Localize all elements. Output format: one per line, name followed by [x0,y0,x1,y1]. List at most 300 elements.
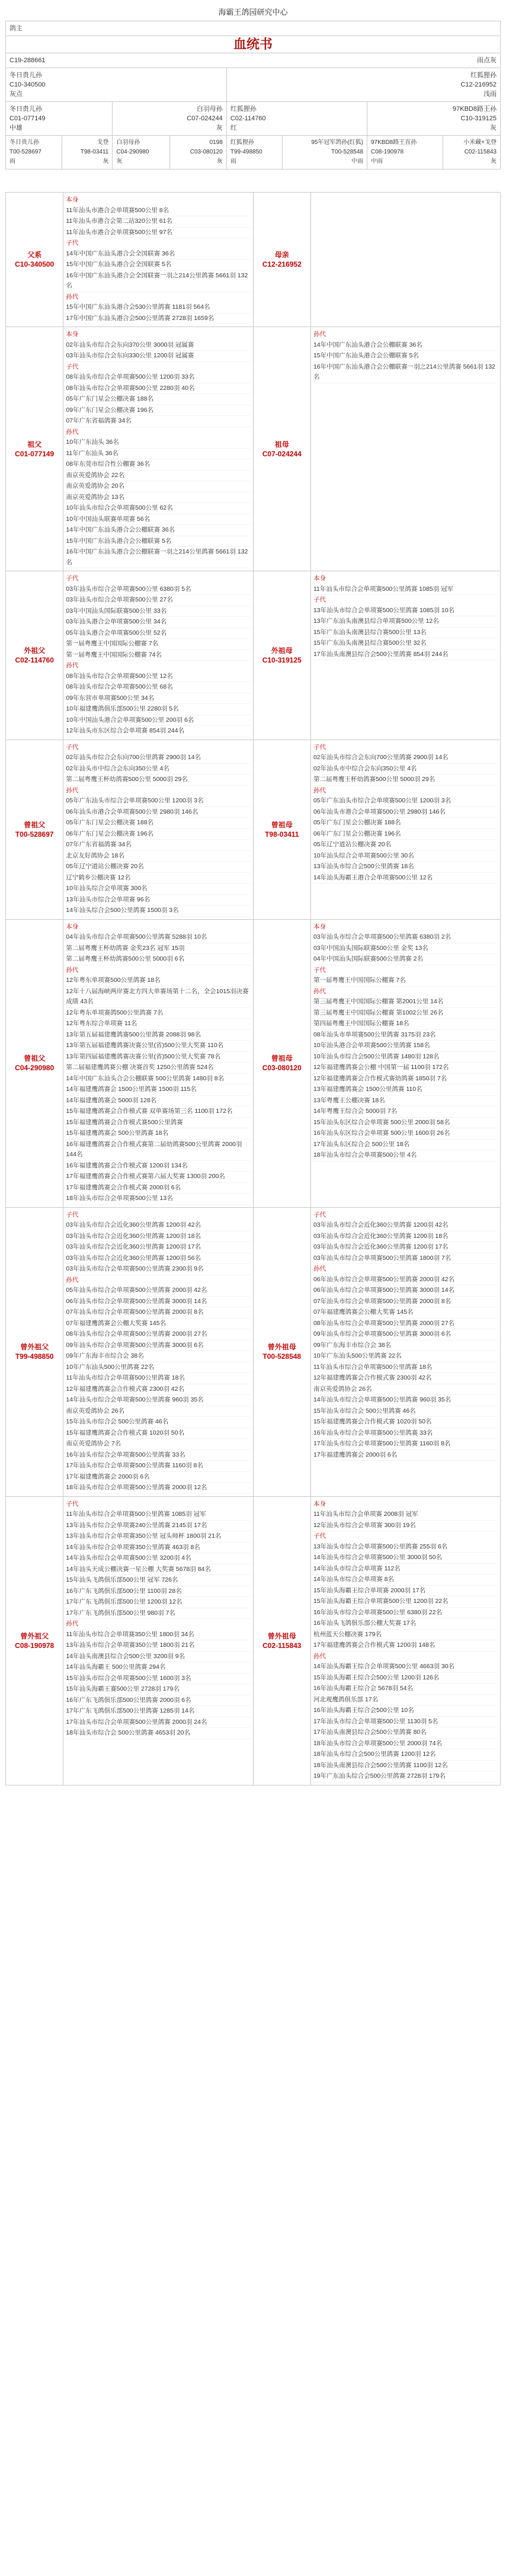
grandparent-color: 灰 [216,124,223,132]
achievement-line: 17年中国广东汕头港合会500公里鸽赛 2728羽 1659名 [66,313,250,325]
achievement-line: 08年汕头市综合会单项赛500公里 12名 [66,671,250,683]
grandparent-ring: C02-114760 [230,115,266,122]
ancestor-ring: C02-114760 [15,655,54,664]
achievement-line: 16年福建鹰鸽赛会合作模式赛 1200羽 134名 [66,1161,250,1172]
achievement-line: 第四届粤鹰王中国国际公棚赛 18名 [313,1019,498,1030]
achievement-line: 10年广东汕头500公里鸽赛 22名 [313,1351,498,1362]
achievement-line: 16年广东飞鸽俱乐部500公里鸽赛 2000羽 6名 [66,1695,250,1707]
ancestor-name-cell [6,919,63,1207]
achievement-line: 05年辽宁道站公棚决赛 20名 [313,840,498,851]
grandparent-color: 中雄 [9,124,23,132]
achievement-line: 北京友好鸽协会 18名 [66,851,250,862]
achievement-line: 03年汕头市综合会近化360公里鸽赛 1200羽 42名 [313,1220,498,1231]
achievement-line: 第二届福建鹰鸽赛公棚 决赛首奖 1250公里鸽赛 524名 [66,1063,250,1074]
achievement-line: 15年汕头市综合会 500公里鸽赛 46名 [313,1406,498,1417]
achievement-list [63,1496,253,1785]
achievement-line: 17年汕头市综合会单项赛500公里鸽赛 1160羽 8名 [66,1461,250,1472]
achievement-line: 07年汕头市综合会单项赛500公里鸽赛 2000羽 8名 [66,1307,250,1319]
achievement-line: 05年汕头港合会单项赛500公里 52名 [66,628,250,639]
section-heading: 子代 [313,1532,326,1540]
achievement-line: 12年福建鹰鸽赛会合作模式赛 2300羽 42名 [313,1373,498,1384]
gg-ring: C02-115843 [464,149,497,155]
achievement-line: 03年汕头市综合会近化360公里鸽赛 1200羽 17名 [66,1242,250,1253]
ancestor-name-cell [6,327,63,571]
achievement-line: 14年汕头天成公棚决赛一星公棚 大奖赛 5678羽 84名 [66,1564,250,1576]
grandparent-name: 97KBD8路王孙 [453,105,497,113]
achievement-line: 03年汕头市综合会近化360公里鸽赛 1200羽 17名 [313,1242,498,1253]
lineage-row [6,193,501,327]
ancestor-ring: C01-077149 [15,449,55,458]
achievement-line: 17年汕头市综合会单项赛500公里鸽赛 1160羽 8名 [313,1439,498,1450]
achievement-line: 15年福建鹰鸽赛会 500公里鸽赛 18名 [66,1128,250,1140]
achievement-line: 03年汕头市综合会近化360公里鸽赛 1200羽 56名 [66,1253,250,1265]
achievement-line: 05年广东门星会公棚决赛 188名 [66,818,250,829]
achievement-line: 16年中国广东汕头港合会公棚联赛一羽之214公里鸽赛 5661羽 132名 [313,362,498,383]
achievement-line: 14年中国广东汕头港合会公棚联赛 36名 [66,525,250,536]
achievement-line: 11年汕头市综合会单项赛500公里鸽赛 1085羽 冠军 [66,1509,250,1521]
grandparent-ring: C07-024244 [187,115,223,122]
achievement-line: 南京英爱鸽协会 20名 [66,481,250,492]
achievement-line: 11年汕头市综合会单项赛500公里鸽赛 18名 [66,1373,250,1384]
achievement-line: 05年广东门星会公棚决赛 188名 [313,818,498,829]
gg-ring: T99-498850 [230,149,262,155]
lineage-row [6,919,501,1207]
great-grandparent-cell [6,136,62,169]
achievement-line: 12年汕头市综合会单项赛 300羽 19名 [313,1521,498,1532]
achievement-line: 03年中国汕头国际联赛500公里 33名 [66,606,250,617]
gg-ring: C08-190978 [370,149,404,155]
achievement-line: 15年汕头海霸王综合单项赛500公里 1200羽 22名 [313,1596,498,1608]
great-grandparent-cell [169,136,226,169]
achievement-line: 03年汕头市综合会单项赛500公里鸽赛 2300羽 9名 [66,1264,250,1275]
achievement-line: 06年汕头市港合会单项赛500公里 2980羽 146名 [313,807,498,818]
achievement-line: 14年汕头海霸王港合会单项赛500公里 12名 [313,873,498,884]
achievement-line: 17年广东飞鸽俱乐部500公里 980羽 7名 [66,1608,250,1620]
achievement-line: 11年汕头市港合会第二站320公里 61名 [66,216,250,228]
achievement-line: 02年汕头市中综合会东向350公里 4名 [66,764,250,775]
achievement-line: 12年粤东单项赛鸽500公里鸽赛 7名 [66,1008,250,1019]
grandparent-cell [226,102,367,136]
achievement-line: 14年汕头海霸王 500公里鸽赛 294名 [66,1662,250,1673]
achievement-line: 03年汕头市综合会近化360公里鸽赛 1200羽 18名 [66,1231,250,1243]
ancestor-name-cell [6,1496,63,1785]
achievement-line: 15年汕头市综合会 500公里鸽赛 46名 [66,1417,250,1428]
father-ring: C10-340500 [9,81,46,88]
achievement-line: 06年汕头市综合会单项赛500公里鸽赛 3000羽 14名 [66,1297,250,1308]
achievement-list [63,327,253,571]
lineage-row [6,327,501,571]
ancestor-role: 曾祖父 [24,1054,46,1063]
gg-name: 97KBD8路王直孙 [370,139,417,146]
achievement-line: 11年汕头市综合会单项赛 2008羽 冠军 [313,1509,498,1521]
section-heading: 孙代 [66,966,79,974]
achievement-line: 11年汕头市港合会单项赛500公里 8名 [66,206,250,217]
achievement-list [63,1207,253,1496]
section-heading: 子代 [66,1211,79,1218]
achievement-line: 13年粤鹰王公棚决赛 18名 [313,1096,498,1107]
achievement-line: 13年第五届福建鹰鸽赛500公里鸽赛 2088羽 98名 [66,1030,250,1041]
section-heading: 本身 [66,923,79,930]
achievement-line: 11年汕头市港合会单项赛500公里 97名 [66,228,250,239]
achievement-line: 12年粤东单项赛500公里鸽赛 18名 [66,975,250,987]
achievement-line: 15年福建鹰鸽赛会合作模式赛500公里鸽赛 [66,1118,250,1129]
section-heading: 子代 [66,239,79,247]
achievement-line: 10年广东汕头500公里鸽赛 22名 [66,1362,250,1374]
section-heading: 子代 [313,743,326,751]
ancestor-role: 曾外祖父 [20,1343,49,1351]
achievement-line: 第一届粤鹰王中国国际公棚赛 74名 [66,650,250,661]
ancestor-role: 祖母 [274,440,289,449]
achievement-line: 15年中国广东汕头港合会530公里鸽赛 1181羽 564名 [66,302,250,313]
ancestor-name-cell [253,1496,310,1785]
section-heading: 子代 [313,1211,326,1218]
achievement-line: 02年汕头市中综合会东向350公里 4名 [313,764,498,775]
achievement-line: 13年广东汕头南澳县综合单项赛500公里 12名 [313,616,498,628]
achievement-line: 16年中国广东汕头港合会全国联赛一羽之214公里鸽赛 5661羽 132名 [66,271,250,292]
achievement-line: 15年汕头飞鸽俱乐部500公里 冠军 726名 [66,1575,250,1586]
achievement-line: 13年汕头市综合会单项赛500公里鸽赛 255羽 6名 [313,1542,498,1553]
achievement-line: 09年广东海丰市综合会 38名 [313,1340,498,1352]
achievement-line: 15年福建鹰鸽赛会合作模式赛 双单赛场第三名 1100羽 172名 [66,1106,250,1118]
achievement-line: 07年福建鹰鸽赛会公棚大奖赛 145名 [313,1307,498,1319]
achievement-line: 07年广东省福鸽赛 34名 [66,840,250,851]
achievement-line: 10年汕头市综合会单项赛500公里 62名 [66,503,250,514]
ancestor-role: 曾祖母 [271,1054,293,1063]
grandparent-cell [367,102,500,136]
lineage-records-table [5,192,501,1785]
achievement-line: 17年广东飞鸽俱乐部500公里 1200羽 12名 [66,1597,250,1608]
achievement-line: 15年汕头海霸王赛500公里 2728羽 179名 [66,1684,250,1695]
ancestor-ring: C08-190978 [15,1641,55,1650]
ancestor-role: 曾外祖母 [267,1631,296,1640]
ancestor-ring: T99-498850 [15,1352,54,1361]
achievement-line: 第一届粤鹰王中国国际公棚赛 7名 [313,975,498,987]
ancestor-name-cell [253,919,310,1207]
achievement-line: 河北观鹰鸽俱乐部 17名 [313,1695,498,1706]
achievement-line: 杭州蓝天公棚决赛 179名 [313,1630,498,1641]
ancestor-ring: C10-340500 [15,260,55,268]
achievement-line: 14年福建鹰鸽赛会 1500公里鸽赛 1500羽 115名 [66,1084,250,1096]
achievement-line: 08年汕头市综合会单项赛500公里 2280羽 40名 [66,383,250,395]
achievement-list [310,740,500,919]
achievement-line: 09年东营市单项赛500公里 34名 [66,693,250,705]
achievement-line: 05年汕头市综合会单项赛500公里鸽赛 2000羽 42名 [66,1285,250,1297]
achievement-line: 南京英爱鸽协会 26名 [66,1406,250,1417]
mother-cell [226,68,500,102]
gg-ring: C04-290980 [116,149,149,155]
section-heading: 子代 [313,596,326,603]
achievement-line: 18年汕头市综合会单项赛500公里 13名 [66,1193,250,1205]
achievement-list [63,740,253,919]
achievement-line: 第二届粤鹰王杯幼鸽赛500公里 5000羽 29名 [313,775,498,786]
achievement-line: 10年汕头综合会单项赛 300名 [66,884,250,895]
main-ring: C19-288661 [9,57,46,64]
section-heading: 本身 [313,923,326,930]
section-heading: 子代 [66,575,79,582]
lineage-row [6,571,501,740]
achievement-line: 16年汕头海霸王综合会 5678羽 54名 [313,1684,498,1695]
section-heading: 孙代 [66,428,79,436]
achievement-line: 17年福建鹰鸽赛会合作模式赛 1200羽 148名 [313,1640,498,1652]
gg-name: 小米藏+戈登 [463,139,497,146]
section-heading: 子代 [66,1500,79,1508]
achievement-line: 15年汕头海霸王综合会500公里 1200羽 126名 [313,1673,498,1684]
gg-name: 冬日贵儿孙 [9,139,39,146]
achievement-line: 16年广东飞鸽俱乐部500公里 1100羽 28名 [66,1586,250,1598]
ancestor-name-cell [6,571,63,740]
achievement-line: 09年广东门星会公棚决赛 196名 [66,405,250,417]
section-heading: 本身 [313,1500,326,1508]
gg-name: 戈登 [97,139,109,146]
great-grandparent-cell [62,136,113,169]
achievement-line: 02年汕头市综合会东向700公里鸽赛 2900羽 14名 [66,753,250,764]
achievement-line: 13年第五届福建鹰鸽赛决赛公里(省)500公里大奖赛 110名 [66,1041,250,1052]
ancestor-role: 曾祖母 [271,820,293,829]
achievement-line: 03年汕头市综合会近化360公里鸽赛 1200羽 18名 [313,1231,498,1243]
achievement-line: 11年广东汕头 36名 [66,449,250,460]
ancestor-name-cell [6,193,63,327]
achievement-line: 14年汕头市综合会单项赛500公里鸽赛 960羽 35名 [313,1395,498,1406]
achievement-line: 09年汕头市综合会单项赛500公里鸽赛 3000羽 6名 [66,1340,250,1352]
achievement-line: 14年汕头市综合会单项赛 8名 [313,1575,498,1586]
achievement-line: 12年福建鹰鸽赛会合作模式赛幼鸽赛 1850羽 7名 [313,1074,498,1085]
section-heading: 子代 [66,743,79,751]
ancestor-name-cell [253,1207,310,1496]
achievement-line: 05年广东门星会公棚决赛 188名 [66,394,250,405]
achievement-line: 第二届粤鹰王杯幼鸽赛500公里 5000羽 29名 [66,775,250,786]
achievement-line: 08年汕头市综合会单项赛500公里鸽赛 2000羽 27名 [66,1329,250,1340]
section-heading: 孙代 [66,662,79,669]
grandparent-cell [6,102,113,136]
achievement-line: 15年广东汕头南澳县综合赛500公里 32名 [313,638,498,649]
gg-color: 灰 [491,158,497,165]
achievement-line: 第二届粤鹰王杯幼鸽赛 金奖23名 冠军 15羽 [66,943,250,955]
owner-row [6,21,501,36]
achievement-line: 06年汕头市港合会单项赛500公里 2980羽 146名 [66,807,250,818]
achievement-line: 08年汕头市综合会单项赛500公里 68名 [66,682,250,693]
achievement-line: 18年汕头市综合会单项赛500公里鸽赛 2000羽 12名 [66,1483,250,1494]
achievement-line: 18年汕头市综合会 500公里鸽赛 4653羽 20名 [66,1728,250,1739]
achievement-line: 10年汕头综合会单项赛500公里 30名 [313,851,498,862]
achievement-line: 17年广东飞鸽俱乐部500公里鸽赛 1285羽 14名 [66,1706,250,1717]
pedigree-header-table [5,21,501,169]
grandparent-name: 冬日贵儿孙 [9,105,42,113]
achievement-line: 南京英爱鸽协会 13名 [66,492,250,504]
gg-name: 0198 [209,139,223,146]
section-heading: 孙代 [66,786,79,794]
achievement-line: 18年汕头市综合会500公里鸽赛 1200羽 12名 [313,1749,498,1761]
section-heading: 子代 [66,363,79,370]
ancestor-role: 祖父 [27,440,42,449]
achievement-line: 14年中国广东汕头港合会公棚联赛 36名 [313,340,498,351]
ancestor-ring: C10-319125 [262,655,302,664]
section-heading: 孙代 [66,1620,79,1627]
achievement-line: 14年粤鹰王综合会 5000羽 7名 [313,1106,498,1118]
achievement-line: 17年福建鹰鸽赛会 2000羽 6名 [66,1472,250,1483]
ancestor-ring: C12-216952 [262,260,302,268]
achievement-line: 19年广东汕头综合会500公里鸽赛 2728羽 179名 [313,1771,498,1783]
great-grandparent-cell [113,136,169,169]
section-heading: 本身 [66,331,79,338]
ancestor-name-cell [253,193,310,327]
achievement-line: 14年汕头海霸王综合会单项赛500公里 4663羽 30名 [313,1662,498,1673]
achievement-line: 03年汕头市综合会近化360公里鸽赛 1200羽 42名 [66,1220,250,1231]
gg-ring: C03-080120 [190,149,223,155]
lineage-row [6,1207,501,1496]
achievement-line: 15年中国广东汕头港合会公棚联赛 5名 [313,351,498,362]
section-heading: 子代 [313,966,326,974]
gg-color: 灰 [216,158,223,165]
achievement-line: 16年福建鹰鸽赛会合作模式赛第二届幼鸽赛500公里鸽赛 2000羽 144名 [66,1140,250,1161]
gg-color: 中雨 [370,158,383,165]
achievement-line: 14年汕头南澳县综合会500公里 3200羽 9名 [66,1652,250,1663]
section-heading: 孙代 [313,786,326,794]
gg-color: 灰 [116,158,123,165]
achievement-line: 12年福建鹰鸽赛会公棚 中国第一届 1100羽 172名 [313,1063,498,1074]
section-heading: 孙代 [66,1276,79,1284]
lineage-row [6,1496,501,1785]
achievement-line: 08年东莞市综合性公棚赛 36名 [66,459,250,471]
achievement-line: 06年广东门星会公棚决赛 196名 [66,829,250,840]
achievement-line: 17年汕头南澳县综合会500公里鸽赛 80名 [313,1727,498,1739]
achievement-line: 第三届粤鹰王中国国际公棚赛 第2001公里 14名 [313,997,498,1008]
achievement-list [310,1496,500,1785]
achievement-line: 02年汕头市综合会东向700公里鸽赛 2900羽 14名 [313,753,498,764]
achievement-line: 02年汕头市综合会东向370公里 3000羽 冠属赛 [66,340,250,351]
achievement-line: 17年福建鹰鸽赛会合作模式赛 2000羽 6名 [66,1183,250,1194]
section-heading: 孙代 [313,1265,326,1272]
achievement-line: 13年汕头市综合会单项赛240公里鸽赛 2145羽 17名 [66,1521,250,1532]
gg-name: 95年冠军鸽孙(红狐) [311,139,363,146]
achievement-line: 14年中国广东汕头港合会全国联赛 36名 [66,249,250,260]
achievement-line: 04年中国汕头国际联赛500公里鸽赛 2名 [313,954,498,965]
achievement-line: 13年汕头市综合会500公里鸽赛 18名 [313,862,498,873]
gg-name: 红狐狸孙 [230,139,254,146]
mother-ring: C12-216952 [460,81,497,88]
achievement-line: 08年汕头市综合会单项赛500公里鸽赛 2000羽 27名 [313,1319,498,1330]
grandparent-cell [113,102,226,136]
achievement-list [63,571,253,740]
gg-ring: T00-528697 [9,149,41,155]
achievement-line: 15年中国广东汕头港合会公棚联赛 5名 [66,536,250,548]
gg-color: 雨 [9,158,15,165]
achievement-line: 第二届粤鹰王杯幼鸽赛500公里 5000羽 6名 [66,954,250,965]
grandparent-color: 灰 [490,124,497,132]
ancestor-role: 曾祖父 [24,820,46,829]
achievement-line: 03年汕头市综合会单项赛500公里 27名 [66,595,250,606]
doc-title: 血统书 [6,36,501,53]
achievement-list [310,193,500,327]
achievement-list [310,919,500,1207]
achievement-line: 14年中国广东汕头合会公棚联赛 500公里鸽赛 1480羽 8名 [66,1074,250,1085]
main-bird-row [6,53,501,68]
ancestor-ring: T98-03411 [265,830,299,839]
achievement-line: 17年汕头市综合会单项赛500公里 1130羽 5名 [313,1717,498,1728]
achievement-line: 14年汕头市综合会单项赛500公里 3000羽 50名 [313,1553,498,1564]
achievement-line: 12年汕头市东区综合会单项赛 854羽 244名 [66,726,250,737]
achievement-line: 16年汕头市综合会单项赛500公里鸽赛 33名 [313,1428,498,1439]
achievement-line: 07年福建鹰鸽赛会公棚大奖赛 145名 [66,1319,250,1330]
lineage-row [6,740,501,919]
achievement-line: 16年汕头市综合会单项赛500公里鸽赛 33名 [66,1450,250,1461]
section-heading: 孙代 [313,331,326,338]
section-heading: 孙代 [66,293,79,300]
achievement-line: 14年汕头市综合会单项赛500公里鸽赛 960羽 35名 [66,1395,250,1406]
ancestor-role: 曾外祖父 [20,1631,49,1640]
achievement-list [310,571,500,740]
achievement-line: 03年汕头市综合会单项赛500公里鸽赛 6380羽 2名 [313,932,498,943]
gg-color: 雨 [230,158,236,165]
section-heading: 孙代 [313,987,326,995]
achievement-line: 14年汕头市综合会单项赛500公里 3200羽 4名 [66,1553,250,1564]
achievement-line: 07年广东省福鸽赛 34名 [66,416,250,427]
achievement-line: 06年汕头市综合会单项赛500公里鸽赛 2000羽 42名 [313,1275,498,1286]
gg-ring: T00-528548 [331,149,363,155]
achievement-line: 03年汕头市综合会东向330公里 1200羽 冠属赛 [66,351,250,362]
gg-color: 中雨 [351,158,363,165]
achievement-line: 14年汕头市综合会单项赛 112名 [313,1564,498,1575]
main-color: 雨点灰 [477,57,497,64]
achievement-line: 05年广东汕头市综合会单项赛500公里 1200羽 3名 [313,796,498,807]
ancestor-ring: C04-290980 [15,1064,55,1072]
achievement-line: 15年汕头海霸王综合单项赛 2000羽 17名 [313,1586,498,1597]
pedigree-page [5,0,501,1785]
section-heading: 孙代 [313,1652,326,1660]
great-grandparent-cell [226,136,283,169]
father-cell [6,68,227,102]
achievement-line: 15年广东汕头南澳县综合赛500公里 13名 [313,628,498,639]
gg-name: 白羽母孙 [116,139,140,146]
achievement-line: 13年汕头市综合会单项赛350公里 1800羽 21名 [66,1640,250,1652]
achievement-line: 15年福建鹰鸽赛会合作模式赛 1020羽 50名 [313,1417,498,1428]
achievement-line: 15年汕头东区综合会单项赛 500公里 2000羽 58名 [313,1118,498,1129]
achievement-line: 16年中国广东汕头港合会公棚联赛一羽之214公里鸽赛 5661羽 132名 [66,547,250,568]
achievement-line: 12年福建鹰鸽赛会合作模式赛 2300羽 42名 [66,1384,250,1396]
org-name: 海霸王鸽园研究中心 [218,8,288,17]
owner-label: 鸽主 [9,25,23,32]
gg-color: 灰 [103,158,109,165]
gg-ring: T98-03411 [80,149,109,155]
achievement-line: 11年汕头市综合会单项赛500公里鸽赛 18名 [313,1362,498,1374]
achievement-line: 16年汕头市综合会单项赛500公里 6380羽 22名 [313,1608,498,1619]
achievement-line: 12年粤东综合单项赛 11名 [66,1019,250,1030]
achievement-line: 10年汕头港合会单项赛500公里鸽赛 158名 [313,1041,498,1052]
mother-color: 浅雨 [483,91,497,98]
ancestor-role: 外祖母 [271,646,293,655]
achievement-line: 17年汕头市综合会单项赛500公里鸽赛 2000羽 24名 [66,1717,250,1729]
achievement-line: 09年汕头市综合会单项赛500公里鸽赛 3000羽 6名 [313,1329,498,1340]
ancestor-ring: C03-080120 [262,1064,302,1072]
ancestor-name-cell [6,1207,63,1496]
achievement-line: 10年中国汕头港合会单项赛500公里 200羽 6名 [66,715,250,727]
achievement-line: 05年广东汕头市综合会单项赛500公里 1200羽 3名 [66,796,250,807]
ancestor-role: 外祖父 [24,646,46,655]
achievement-line: 14年汕头市综合会单项赛350公里鸽赛 463羽 8名 [66,1543,250,1554]
achievement-line: 辽宁鹤乡公棚决赛 12名 [66,873,250,884]
father-color: 灰点 [9,91,23,98]
achievement-line: 14年汕头综合会500公里鸽赛 1500羽 3名 [66,905,250,917]
achievement-line: 16年汕头飞鸽俱乐部公棚大奖赛 17名 [313,1618,498,1630]
achievement-list [63,919,253,1207]
achievement-line: 06年广东门星会公棚决赛 196名 [313,829,498,840]
achievement-line: 13年汕头市综合会单项赛500公里鸽赛 1085羽 10名 [313,606,498,617]
achievement-line: 03年汕头市综合会单项赛500公里鸽赛 1800羽 7名 [313,1253,498,1265]
achievement-line: 18年汕头市综合会单项赛500公里 2000羽 74名 [313,1739,498,1750]
ancestor-ring: T00-528548 [262,1352,302,1361]
achievement-line: 09年广东海丰市综合会 38名 [66,1351,250,1362]
grandparent-ring: C01-077149 [9,115,46,122]
achievement-line: 07年汕头市综合会单项赛500公里鸽赛 2000羽 8名 [313,1297,498,1308]
